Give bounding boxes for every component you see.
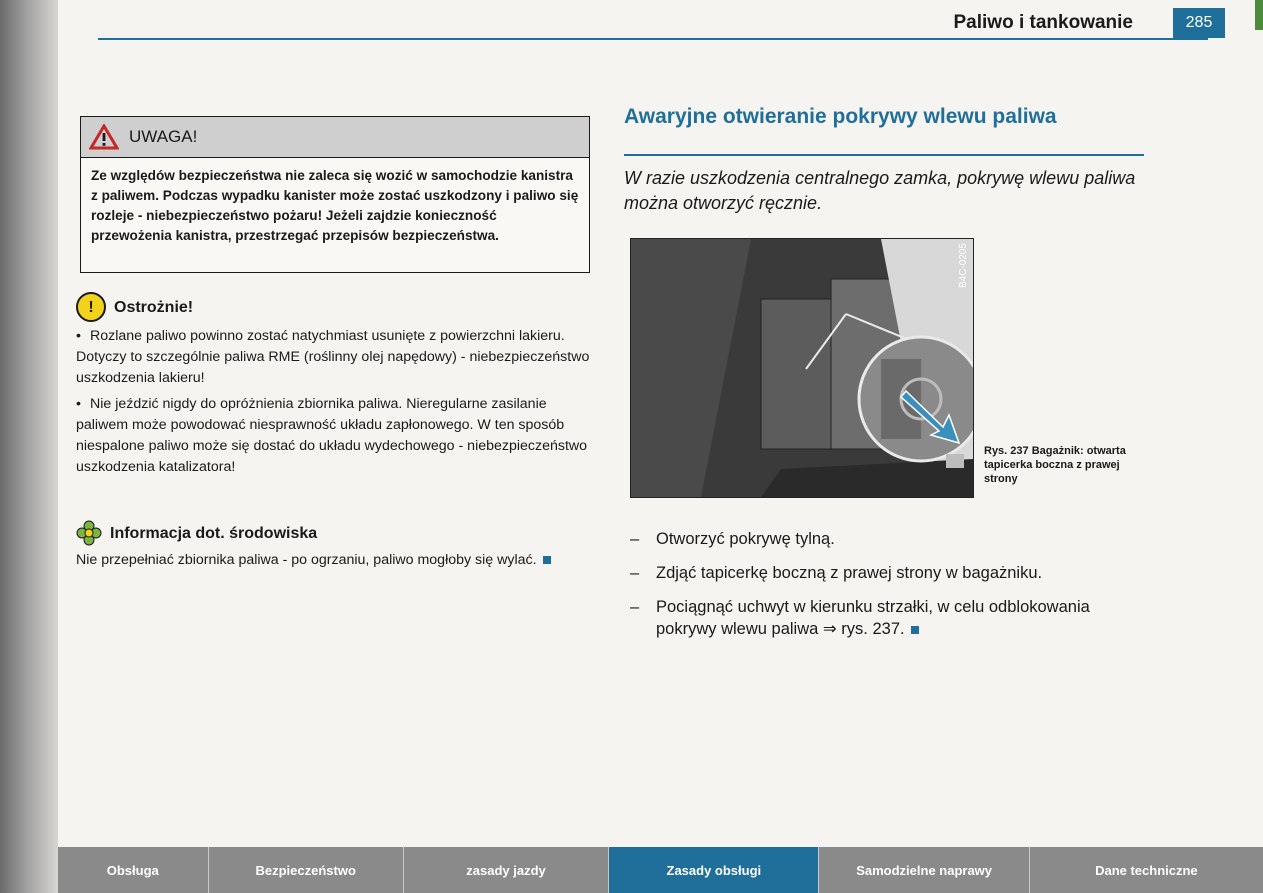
environment-section <box>76 520 596 571</box>
steps-list <box>630 528 1150 652</box>
step-item: – Zdjąć tapicerkę boczną z prawej strony w bagażniku. <box>630 564 1043 582</box>
caution-title: Ostrożnie! <box>114 298 194 316</box>
corner-marker <box>1255 0 1263 30</box>
tab-zasady-obslugi[interactable]: Zasady obsługi <box>609 847 819 893</box>
tab-samodzielne-naprawy[interactable]: Samodzielne naprawy <box>819 847 1029 893</box>
book-spine <box>0 0 58 893</box>
step-item: – Otworzyć pokrywę tylną. <box>630 530 835 548</box>
warning-triangle-icon <box>89 124 119 150</box>
figure-trunk-panel <box>630 238 974 498</box>
tab-bezpieczenstwo[interactable]: Bezpieczeństwo <box>209 847 404 893</box>
caution-bullet: • Rozlane paliwo powinno zostać natychmiast usunięte z powierzchni lakieru. Dotyczy to szczególnie paliwa RME (roślinny olej napędowy) - niebezpieczeństwo uszkodzenia lakieru! <box>76 328 590 386</box>
warning-box <box>80 116 590 273</box>
warning-header <box>81 117 589 158</box>
figure-caption: Rys. 237 Bagażnik: otwarta tapicerka boczna z prawej strony <box>984 445 1126 485</box>
section-rule <box>624 154 1144 156</box>
footer-tabs <box>58 847 1263 893</box>
end-marker <box>911 626 919 634</box>
warning-title: UWAGA! <box>129 127 198 146</box>
warning-text: Ze względów bezpieczeństwa nie zaleca się wozić w samochodzie kanistra z paliwem. Podczas wypadku kanister może zostać uszkodzony i paliwo się rozleje - niebezpieczeństwo pożaru! Jeżeli zajdzie konieczność przewożenia kanistra, przestrzegać przepisów bezpieczeństwa. <box>91 168 579 243</box>
end-marker <box>543 556 551 564</box>
caution-section <box>76 292 596 483</box>
tab-zasady-jazdy[interactable]: zasady jazdy <box>404 847 609 893</box>
flower-icon <box>76 520 102 546</box>
figure-code: B4C-0205 <box>958 243 969 289</box>
environment-title: Informacja dot. środowiska <box>110 524 318 542</box>
header-rule <box>98 38 1208 40</box>
step-item: – Pociągnąć uchwyt w kierunku strzałki, w celu odblokowania pokrywy wlewu paliwa ⇒ rys. 237. <box>630 598 1090 638</box>
trunk-illustration <box>631 239 973 497</box>
tab-obsluga[interactable]: Obsługa <box>58 847 209 893</box>
page-number: 285 <box>1173 8 1225 38</box>
section-lead: W razie uszkodzenia centralnego zamka, pokrywę wlewu paliwa można otworzyć ręcznie. <box>624 168 1136 213</box>
manual-page <box>58 0 1263 893</box>
caution-bullet: • Nie jeździć nigdy do opróżnienia zbiornika paliwa. Nieregularne zasilanie paliwem może powodować niesprawność układu zapłonowego. W ten sposób niespalone paliwo może się dostać do układu wydechowego - niebezpieczeństwo uszkodzenia katalizatora! <box>76 396 588 475</box>
environment-text: Nie przepełniać zbiornika paliwa - po ogrzaniu, paliwo mogłoby się wylać. <box>76 552 537 568</box>
page-header-title: Paliwo i tankowanie <box>953 12 1133 33</box>
tab-dane-techniczne[interactable]: Dane techniczne <box>1030 847 1263 893</box>
caution-icon: ! <box>76 292 106 322</box>
section-title: Awaryjne otwieranie pokrywy wlewu paliwa <box>624 105 1057 128</box>
